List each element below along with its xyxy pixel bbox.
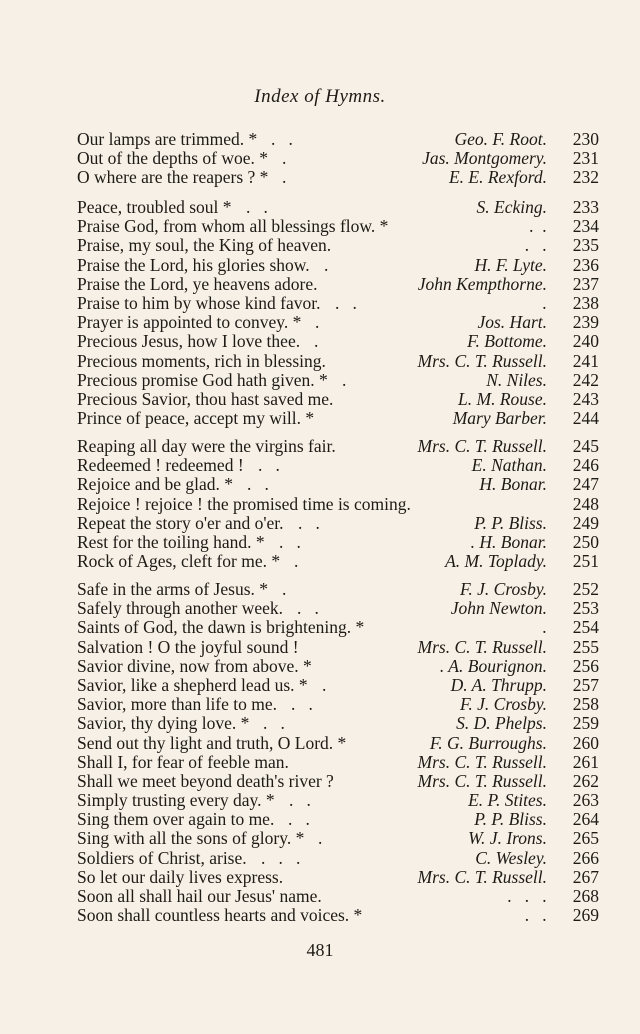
hymn-number: 240 bbox=[572, 331, 599, 352]
index-section bbox=[77, 437, 599, 571]
hymn-first-line: Saints of God, the dawn is brightening. * bbox=[77, 617, 365, 638]
hymn-author: . . bbox=[525, 235, 547, 256]
hymn-number: 251 bbox=[572, 551, 599, 572]
hymn-number: 252 bbox=[572, 579, 599, 599]
hymn-author: John Kempthorne. bbox=[417, 273, 547, 294]
hymn-first-line: Safely through another week. bbox=[77, 598, 284, 619]
hymn-number: 243 bbox=[572, 388, 599, 409]
hymn-first-line: Savior, like a shepherd lead us. * bbox=[77, 674, 308, 695]
index-row bbox=[77, 168, 599, 187]
hymn-first-line: Rock of Ages, cleft for me. * bbox=[77, 551, 281, 572]
hymn-first-line: Savior, thy dying love. * bbox=[77, 713, 250, 734]
index-row bbox=[77, 371, 599, 390]
hymn-number: 269 bbox=[572, 905, 599, 926]
leader-dots: . . bbox=[297, 598, 319, 619]
hymn-first-line: Praise the Lord, ye heavens adore. bbox=[77, 273, 318, 294]
hymn-author: P. P. Bliss. bbox=[474, 512, 547, 533]
hymn-author: Mrs. C. T. Russell. bbox=[417, 866, 547, 887]
hymn-author: L. M. Rouse. bbox=[458, 388, 547, 409]
hymn-first-line: Soon shall countless hearts and voices. * bbox=[77, 905, 363, 926]
hymn-author: E. Nathan. bbox=[471, 455, 547, 476]
hymn-number: 254 bbox=[572, 617, 599, 638]
hymn-first-line: O where are the reapers ? * bbox=[77, 167, 269, 188]
leader-dots: . . bbox=[263, 713, 285, 734]
leader-dots: . bbox=[282, 148, 287, 169]
index-row bbox=[77, 868, 599, 887]
hymn-number: 239 bbox=[572, 312, 599, 333]
hymn-author: P. P. Bliss. bbox=[474, 809, 547, 830]
hymn-number: 233 bbox=[572, 197, 599, 217]
hymn-author: H. Bonar. bbox=[479, 474, 547, 495]
hymn-author: Mary Barber. bbox=[452, 408, 547, 429]
index-row bbox=[77, 256, 599, 275]
hymn-first-line: Shall we meet beyond death's river ? bbox=[77, 770, 334, 791]
hymn-number: 248 bbox=[572, 493, 599, 514]
hymn-author: C. Wesley. bbox=[475, 847, 547, 868]
hymn-first-line: Peace, troubled soul * bbox=[77, 197, 232, 217]
leader-dots: . . bbox=[298, 512, 320, 533]
index-row bbox=[77, 772, 599, 791]
hymn-author: F. Bottome. bbox=[467, 331, 547, 352]
hymn-number: 238 bbox=[572, 292, 599, 313]
hymn-number: 268 bbox=[572, 886, 599, 906]
index-row bbox=[77, 437, 599, 456]
hymn-author: Geo. F. Root. bbox=[454, 129, 547, 149]
hymn-number: 250 bbox=[572, 531, 599, 552]
hymn-first-line: Savior divine, now from above. * bbox=[77, 655, 312, 676]
leader-dots: . bbox=[324, 254, 329, 275]
hymn-first-line: Praise the Lord, his glories show. bbox=[77, 254, 310, 275]
leader-dots: . . . bbox=[261, 847, 301, 868]
leader-dots: . . bbox=[288, 809, 310, 830]
hymn-author: Mrs. C. T. Russell. bbox=[417, 770, 547, 791]
hymn-first-line: Prince of peace, accept my will. * bbox=[77, 408, 315, 429]
leader-dots: . bbox=[282, 167, 287, 188]
hymn-first-line: Praise to him by whose kind favor. bbox=[77, 292, 321, 313]
hymn-number: 235 bbox=[572, 235, 599, 256]
hymn-number: 255 bbox=[572, 636, 599, 657]
hymn-author: Mrs. C. T. Russell. bbox=[417, 350, 547, 371]
hymn-number: 237 bbox=[572, 273, 599, 294]
leader-dots: . . bbox=[279, 531, 301, 552]
hymn-author: F. J. Crosby. bbox=[459, 579, 547, 599]
hymn-first-line: Savior, more than life to me. bbox=[77, 694, 278, 715]
hymn-author: E. E. Rexford. bbox=[448, 167, 547, 188]
hymn-number: 242 bbox=[572, 369, 599, 390]
hymn-number: 259 bbox=[572, 713, 599, 734]
index-row bbox=[77, 810, 599, 829]
leader-dots: . bbox=[342, 369, 347, 390]
hymn-first-line: Precious moments, rich in blessing. bbox=[77, 350, 326, 371]
leader-dots: . . bbox=[246, 197, 268, 217]
hymn-first-line: Precious Jesus, how I love thee. bbox=[77, 331, 301, 352]
leader-dots: . bbox=[315, 312, 320, 333]
hymn-author: Mrs. C. T. Russell. bbox=[417, 636, 547, 657]
leader-dots: . . bbox=[258, 455, 280, 476]
hymn-author: . H. Bonar. bbox=[470, 531, 547, 552]
hymn-first-line: So let our daily lives express. bbox=[77, 866, 284, 887]
hymn-number: 253 bbox=[572, 598, 599, 619]
hymn-first-line: Repeat the story o'er and o'er. bbox=[77, 512, 284, 533]
index-row bbox=[77, 714, 599, 733]
hymn-number: 231 bbox=[572, 148, 599, 169]
index-row bbox=[77, 313, 599, 332]
hymn-author: A. M. Toplady. bbox=[445, 551, 547, 572]
index-section bbox=[77, 580, 599, 925]
index-row bbox=[77, 753, 599, 772]
hymn-number: 245 bbox=[572, 436, 599, 456]
hymn-first-line: Rejoice and be glad. * bbox=[77, 474, 233, 495]
index-section bbox=[77, 198, 599, 428]
hymn-number: 232 bbox=[572, 167, 599, 188]
index-row bbox=[77, 390, 599, 409]
hymn-number: 256 bbox=[572, 655, 599, 676]
hymn-number: 266 bbox=[572, 847, 599, 868]
index-row bbox=[77, 849, 599, 868]
hymn-first-line: Sing them over again to me. bbox=[77, 809, 275, 830]
index-row bbox=[77, 791, 599, 810]
page-header: Index of Hymns. bbox=[254, 86, 386, 107]
hymn-author: F. G. Burroughs. bbox=[429, 732, 547, 753]
hymn-number: 267 bbox=[572, 866, 599, 887]
hymn-author: F. J. Crosby. bbox=[459, 694, 547, 715]
hymn-first-line: Rest for the toiling hand. * bbox=[77, 531, 265, 552]
hymn-first-line: Precious Savior, thou hast saved me. bbox=[77, 388, 334, 409]
hymn-author: Mrs. C. T. Russell. bbox=[417, 436, 547, 456]
hymn-author: N. Niles. bbox=[486, 369, 547, 390]
hymn-first-line: Our lamps are trimmed. * bbox=[77, 129, 258, 149]
hymn-author: . . bbox=[525, 905, 547, 926]
hymn-number: 264 bbox=[572, 809, 599, 830]
hymn-number: 249 bbox=[572, 512, 599, 533]
hymn-first-line: Out of the depths of woe. * bbox=[77, 148, 269, 169]
hymn-author: . A. Bourignon. bbox=[439, 655, 547, 676]
hymn-number: 246 bbox=[572, 455, 599, 476]
hymn-author: Mrs. C. T. Russell. bbox=[417, 751, 547, 772]
leader-dots: . bbox=[282, 579, 287, 599]
hymn-author: . bbox=[542, 292, 547, 313]
index-row bbox=[77, 552, 599, 571]
index-section bbox=[77, 130, 599, 188]
hymn-author: . . bbox=[529, 216, 547, 237]
hymn-author: Jas. Montgomery. bbox=[422, 148, 547, 169]
hymn-first-line: Send out thy light and truth, O Lord. * bbox=[77, 732, 347, 753]
index-row bbox=[77, 638, 599, 657]
leader-dots: . bbox=[322, 674, 327, 695]
hymn-first-line: Prayer is appointed to convey. * bbox=[77, 312, 302, 333]
hymn-author: . bbox=[542, 617, 547, 638]
index-row bbox=[77, 475, 599, 494]
hymn-author: E. P. Stites. bbox=[468, 790, 547, 811]
index-row bbox=[77, 198, 599, 217]
index-row bbox=[77, 149, 599, 168]
hymn-author: S. Ecking. bbox=[476, 197, 547, 217]
index-row bbox=[77, 217, 599, 236]
index-row bbox=[77, 514, 599, 533]
hymn-first-line: Precious promise God hath given. * bbox=[77, 369, 328, 390]
index-row bbox=[77, 294, 599, 313]
hymn-author: S. D. Phelps. bbox=[456, 713, 547, 734]
hymn-number: 263 bbox=[572, 790, 599, 811]
hymn-number: 241 bbox=[572, 350, 599, 371]
hymn-first-line: Praise, my soul, the King of heaven. bbox=[77, 235, 332, 256]
leader-dots: . . bbox=[247, 474, 269, 495]
index-row bbox=[77, 533, 599, 552]
hymn-first-line: Soldiers of Christ, arise. bbox=[77, 847, 247, 868]
leader-dots: . . bbox=[291, 694, 313, 715]
hymn-number: 234 bbox=[572, 216, 599, 237]
hymn-number: 262 bbox=[572, 770, 599, 791]
hymn-author: D. A. Thrupp. bbox=[450, 674, 547, 695]
hymn-first-line: Reaping all day were the virgins fair. bbox=[77, 436, 336, 456]
leader-dots: . . bbox=[289, 790, 311, 811]
index-row bbox=[77, 130, 599, 149]
index-row bbox=[77, 236, 599, 255]
leader-dots: . bbox=[318, 828, 323, 849]
leader-dots: . bbox=[314, 331, 319, 352]
index-row bbox=[77, 352, 599, 371]
hymn-author: Jos. Hart. bbox=[477, 312, 547, 333]
hymn-author: W. J. Irons. bbox=[468, 828, 547, 849]
hymn-first-line: Simply trusting every day. * bbox=[77, 790, 275, 811]
index-row bbox=[77, 332, 599, 351]
hymn-number: 261 bbox=[572, 751, 599, 772]
index-row bbox=[77, 456, 599, 475]
hymn-author: . . . bbox=[507, 886, 547, 906]
hymn-number: 230 bbox=[572, 129, 599, 149]
hymn-first-line: Sing with all the sons of glory. * bbox=[77, 828, 305, 849]
hymn-first-line: Praise God, from whom all blessings flow. * bbox=[77, 216, 389, 237]
hymn-number: 265 bbox=[572, 828, 599, 849]
hymn-first-line: Safe in the arms of Jesus. * bbox=[77, 579, 269, 599]
index-row bbox=[77, 495, 599, 514]
index-row bbox=[77, 906, 599, 925]
index-row bbox=[77, 829, 599, 848]
hymn-first-line: Redeemed ! redeemed ! bbox=[77, 455, 244, 476]
hymn-number: 257 bbox=[572, 674, 599, 695]
index-row bbox=[77, 618, 599, 637]
leader-dots: . . bbox=[271, 129, 293, 149]
hymn-author: H. F. Lyte. bbox=[474, 254, 547, 275]
index-row bbox=[77, 676, 599, 695]
index-row bbox=[77, 580, 599, 599]
index-row bbox=[77, 734, 599, 753]
hymn-number: 247 bbox=[572, 474, 599, 495]
hymn-first-line: Soon all shall hail our Jesus' name. bbox=[77, 886, 322, 906]
hymn-number: 236 bbox=[572, 254, 599, 275]
index-row bbox=[77, 599, 599, 618]
hymn-number: 244 bbox=[572, 408, 599, 429]
leader-dots: . . bbox=[335, 292, 357, 313]
hymn-number: 258 bbox=[572, 694, 599, 715]
hymn-author: John Newton. bbox=[450, 598, 547, 619]
index-row bbox=[77, 887, 599, 906]
hymn-number: 260 bbox=[572, 732, 599, 753]
index-row bbox=[77, 275, 599, 294]
hymn-first-line: Rejoice ! rejoice ! the promised time is coming. bbox=[77, 493, 411, 514]
leader-dots: . bbox=[294, 551, 299, 572]
index-row bbox=[77, 409, 599, 428]
index-row bbox=[77, 695, 599, 714]
index-row bbox=[77, 657, 599, 676]
hymn-first-line: Salvation ! O the joyful sound ! bbox=[77, 636, 299, 657]
hymn-first-line: Shall I, for fear of feeble man. bbox=[77, 751, 289, 772]
page-number: 481 bbox=[306, 940, 334, 960]
